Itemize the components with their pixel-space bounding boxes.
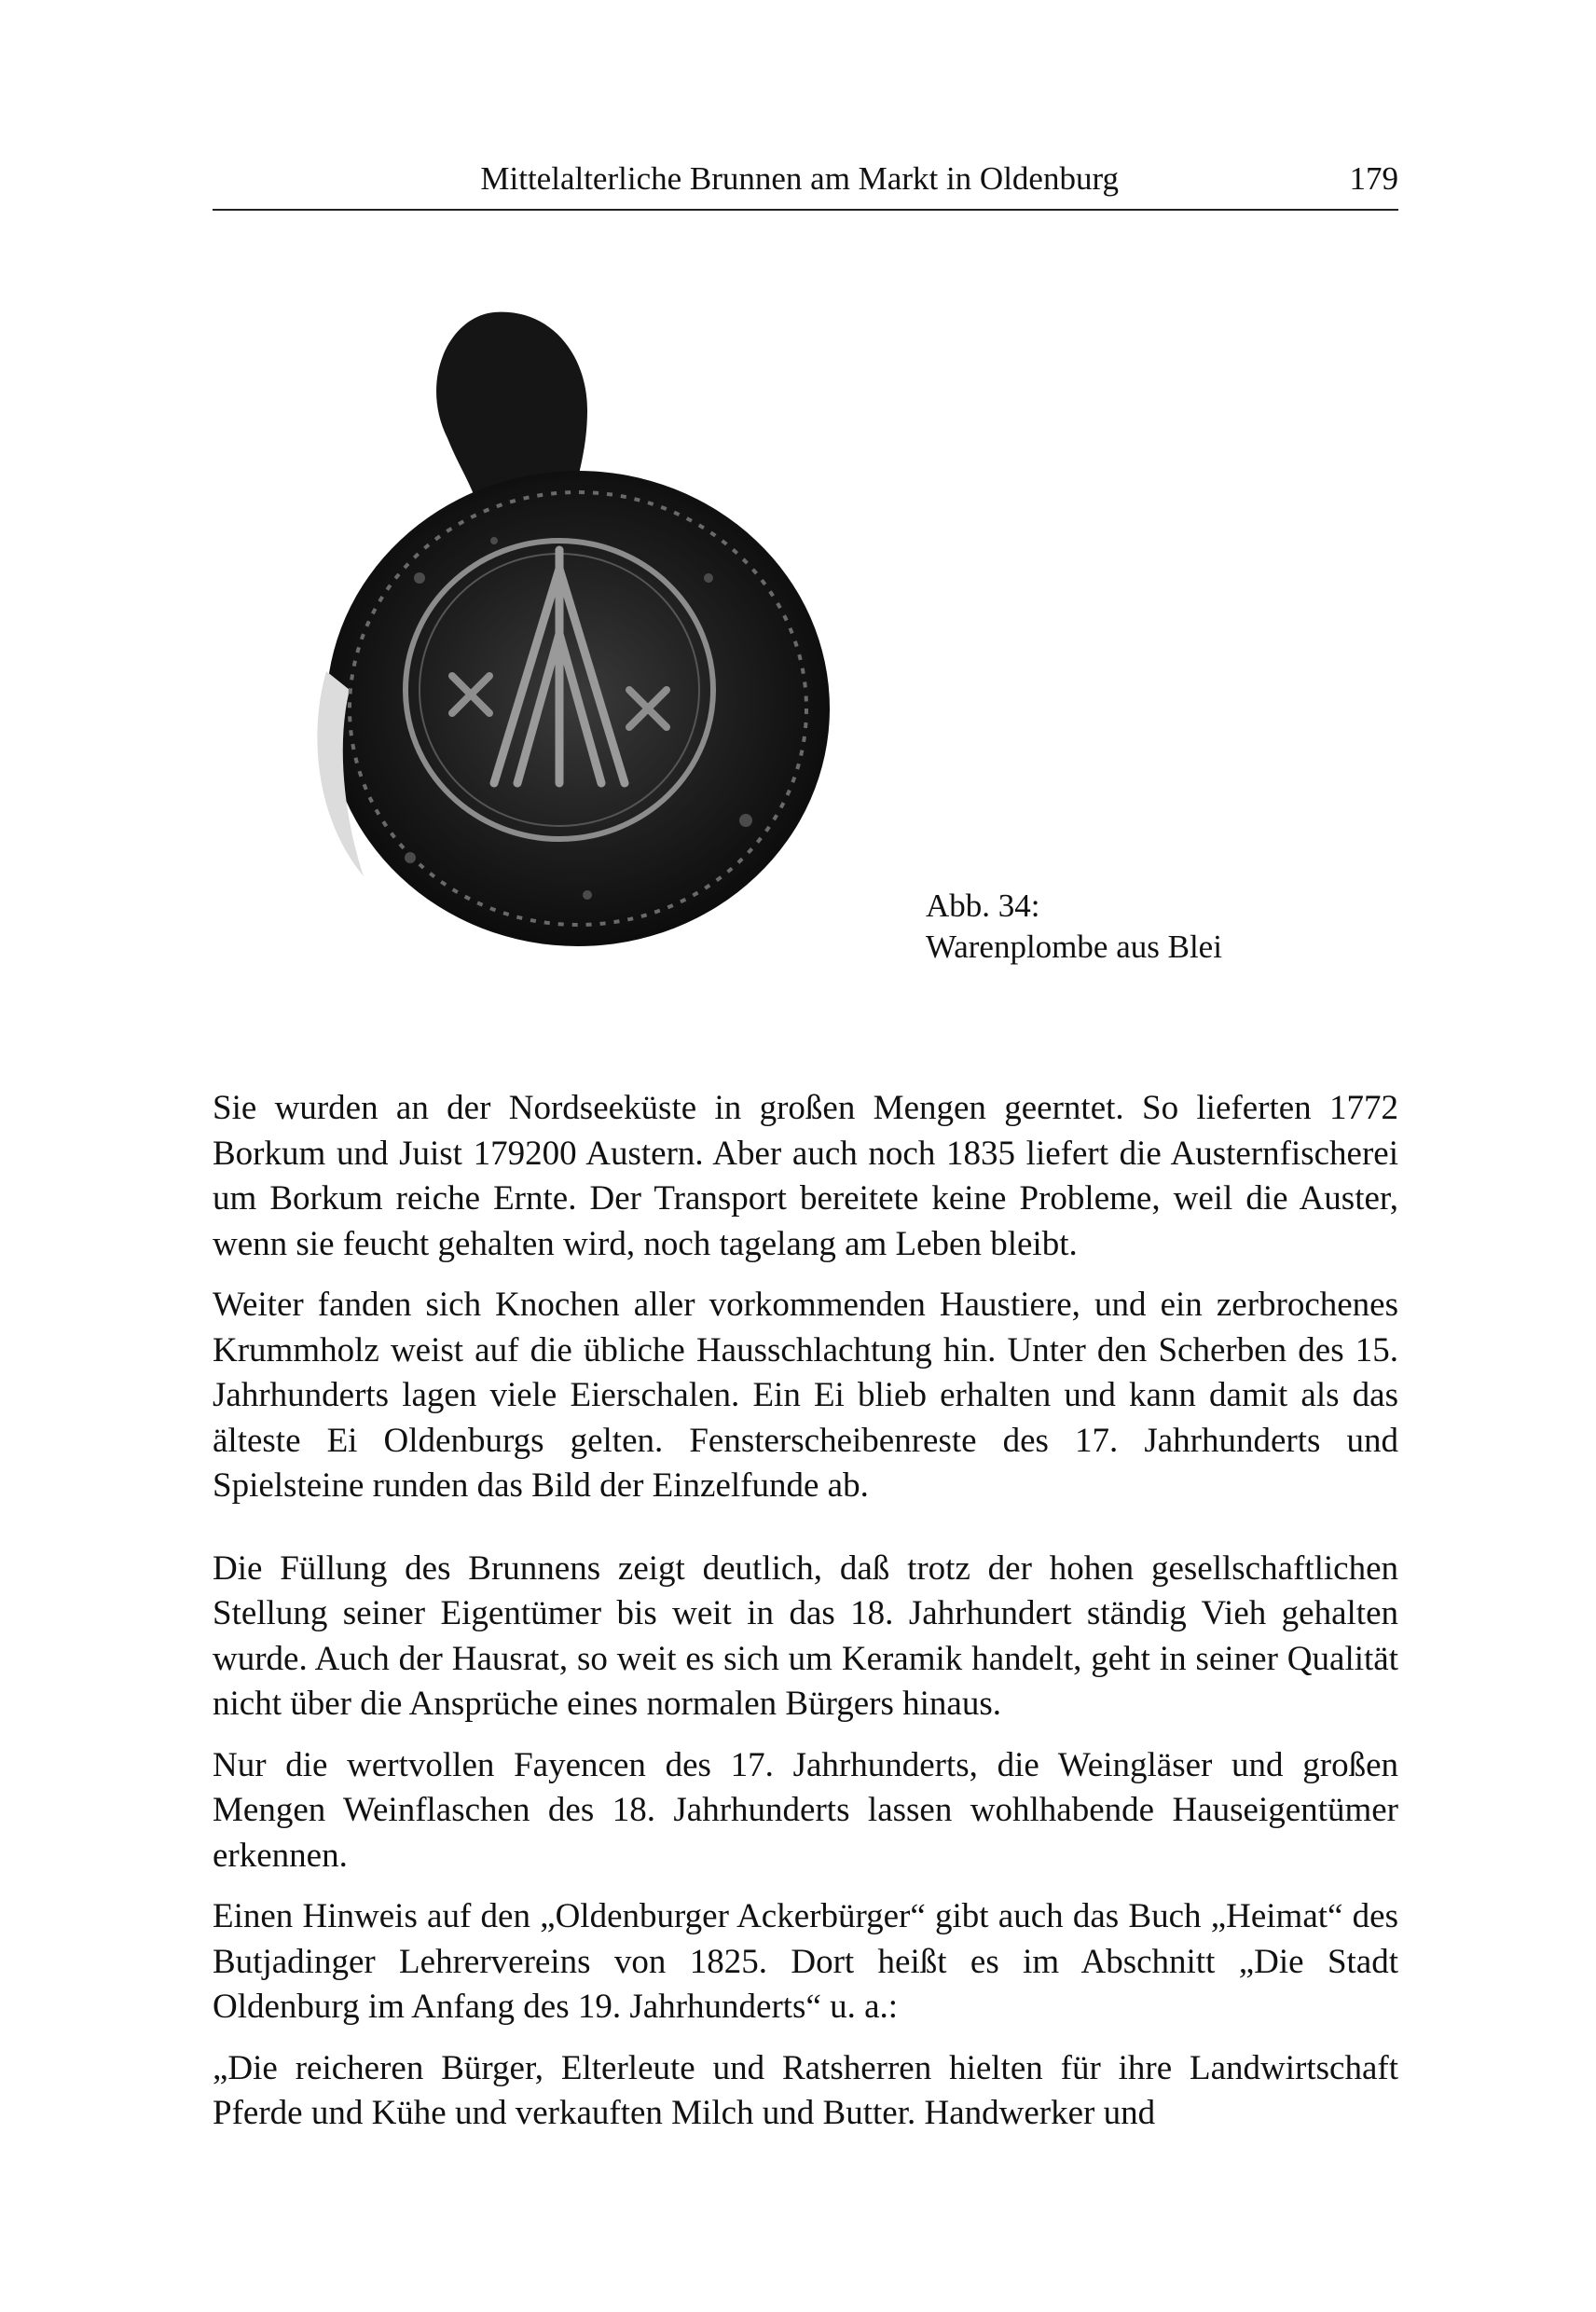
paragraph: Die Füllung des Brunnens zeigt deutlich, daß trotz der hohen gesellschaftlichen Stellung seiner Eigentümer bis weit in das 18. Jahrhundert ständig Vieh gehalten wurde. Auch der Hausrat, so weit es sich um Keramik handelt, geht in seiner Qualität nicht über die Ansprüche eines normalen Bürgers hinaus. [213, 1548, 1398, 1723]
paragraph: Nur die wertvollen Fayencen des 17. Jahrhunderts, die Weingläser und großen Mengen Weinflaschen des 18. Jahrhunderts lassen wohlhabende Hauseigentümer erkennen. [213, 1745, 1398, 1875]
page-number: 179 [1349, 160, 1398, 197]
lead-seal-image [308, 298, 848, 988]
body-text [213, 1086, 1398, 2137]
figure-caption [926, 886, 1222, 968]
figure-caption-text: Warenplombe aus Blei [926, 929, 1222, 965]
running-title: Mittelalterliche Brunnen am Markt in Oldenburg [480, 160, 1119, 197]
paragraph: Sie wurden an der Nordseeküste in großen Mengen geerntet. So lieferten 1772 Borkum und Juist 179200 Austern. Aber auch noch 1835 liefert die Austernfischerei um Borkum reiche Ernte. Der Transport bereitete keine Probleme, weil die Auster, wenn sie feucht gehalten wird, noch tagelang am Leben bleibt. [213, 1089, 1398, 1263]
paragraph: „Die reicheren Bürger, Elterleute und Ratsherren hielten für ihre Landwirtschaft Pferde und Kühe und verkauften Milch und Butter. Handwerker und [213, 2048, 1398, 2132]
paragraph: Einen Hinweis auf den „Oldenburger Ackerbürger“ gibt auch das Buch „Heimat“ des Butjadinger Lehrervereins von 1825. Dort heißt es im Abschnitt „Die Stadt Oldenburg im Anfang des 19. Jahrhunderts“ u. a.: [213, 1897, 1398, 2026]
figure-label: Abb. 34: [926, 888, 1040, 924]
running-header [213, 157, 1398, 211]
paragraph: Weiter fanden sich Knochen aller vorkommenden Haustiere, und ein zerbrochenes Krummholz weist auf die übliche Hausschlachtung hin. Unter den Scherben des 15. Jahrhunderts lagen viele Eierschalen. Ein Ei blieb erhalten und kann damit als das älteste Ei Oldenburgs gelten. Fensterscheibenreste des 17. Jahrhunderts und Spielsteine runden das Bild der Einzelfunde ab. [213, 1286, 1398, 1505]
